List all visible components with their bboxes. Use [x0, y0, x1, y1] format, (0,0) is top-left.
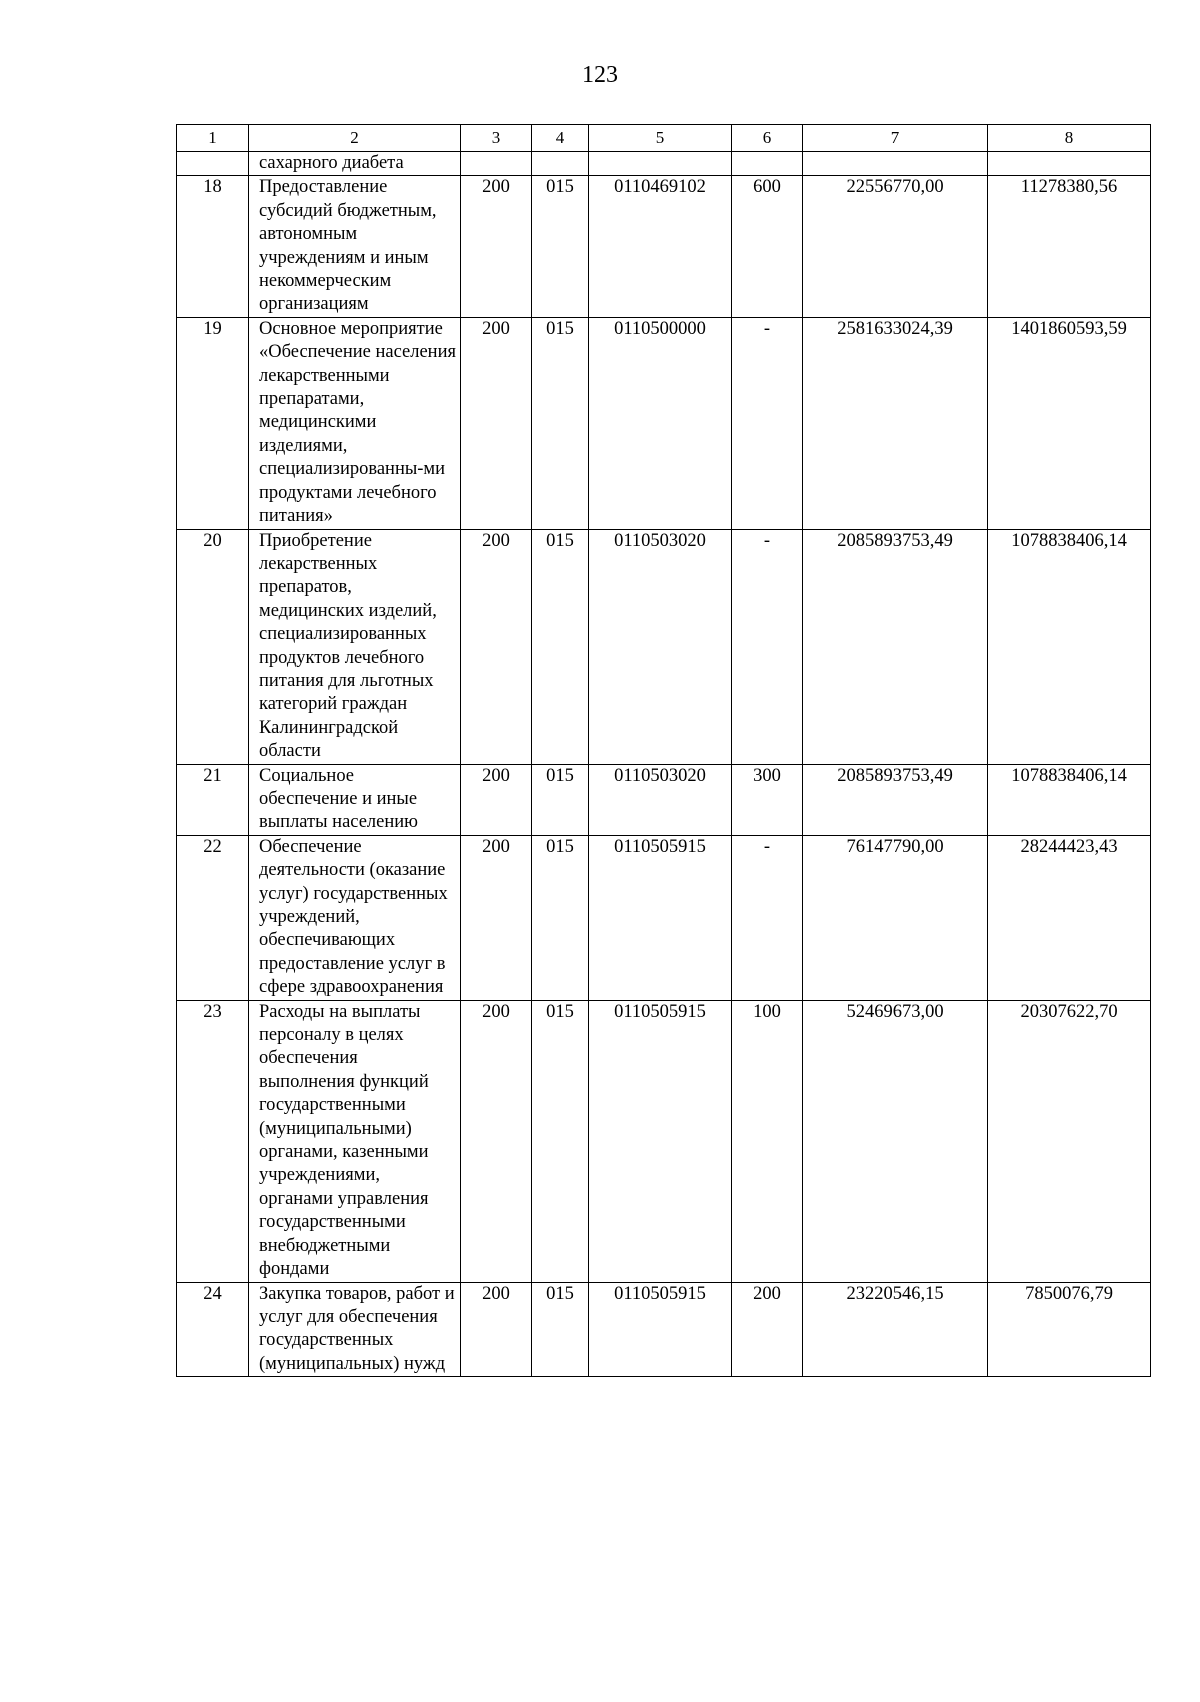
row-number [177, 152, 249, 176]
code-col-3: 200 [461, 176, 532, 317]
item-name: Обеспечение деятельности (оказание услуг) государственных учреждений, обеспечивающих предоставление услуг в сфере здравоохранения [249, 835, 461, 1000]
code-col-3 [461, 152, 532, 176]
amount-col-8: 1078838406,14 [988, 529, 1151, 764]
code-col-4: 015 [532, 176, 589, 317]
code-col-6: 300 [732, 764, 803, 835]
row-number: 20 [177, 529, 249, 764]
code-col-6 [732, 152, 803, 176]
amount-col-8: 11278380,56 [988, 176, 1151, 317]
code-col-5: 0110503020 [589, 764, 732, 835]
code-col-4 [532, 152, 589, 176]
code-col-6: 600 [732, 176, 803, 317]
code-col-4: 015 [532, 317, 589, 529]
code-col-3: 200 [461, 529, 532, 764]
code-col-6: - [732, 317, 803, 529]
row-number: 18 [177, 176, 249, 317]
row-number: 23 [177, 1000, 249, 1282]
item-name: Закупка товаров, работ и услуг для обеспечения государственных (муниципальных) нужд [249, 1282, 461, 1377]
table-row [177, 152, 1151, 176]
column-header: 6 [732, 125, 803, 152]
column-header: 4 [532, 125, 589, 152]
budget-table [176, 124, 1151, 1377]
table-header-row [177, 125, 1151, 152]
code-col-3: 200 [461, 317, 532, 529]
item-name: сахарного диабета [249, 152, 461, 176]
code-col-3: 200 [461, 764, 532, 835]
column-header: 2 [249, 125, 461, 152]
amount-col-8: 1401860593,59 [988, 317, 1151, 529]
code-col-5: 0110505915 [589, 1282, 732, 1377]
column-header: 7 [803, 125, 988, 152]
amount-col-8: 20307622,70 [988, 1000, 1151, 1282]
code-col-3: 200 [461, 835, 532, 1000]
table-row [177, 1282, 1151, 1377]
page-number: 123 [582, 62, 618, 88]
row-number: 19 [177, 317, 249, 529]
row-number: 24 [177, 1282, 249, 1377]
code-col-4: 015 [532, 764, 589, 835]
code-col-5: 0110469102 [589, 176, 732, 317]
amount-col-8: 28244423,43 [988, 835, 1151, 1000]
code-col-6: - [732, 835, 803, 1000]
amount-col-8: 7850076,79 [988, 1282, 1151, 1377]
code-col-4: 015 [532, 529, 589, 764]
code-col-4: 015 [532, 1282, 589, 1377]
code-col-6: 100 [732, 1000, 803, 1282]
amount-col-8 [988, 152, 1151, 176]
code-col-4: 015 [532, 835, 589, 1000]
amount-col-7: 52469673,00 [803, 1000, 988, 1282]
item-name: Расходы на выплаты персоналу в целях обеспечения выполнения функций государственными (муниципальными) органами, казенными учреждениями, органами управления государственными внебюджетными фондами [249, 1000, 461, 1282]
column-header: 8 [988, 125, 1151, 152]
amount-col-8: 1078838406,14 [988, 764, 1151, 835]
item-name: Приобретение лекарственных препаратов, медицинских изделий, специализированных продуктов лечебного питания для льготных категорий граждан Калининградской области [249, 529, 461, 764]
amount-col-7: 23220546,15 [803, 1282, 988, 1377]
code-col-5: 0110505915 [589, 1000, 732, 1282]
column-header: 1 [177, 125, 249, 152]
table-row [177, 764, 1151, 835]
row-number: 21 [177, 764, 249, 835]
table-row [177, 529, 1151, 764]
code-col-3: 200 [461, 1282, 532, 1377]
table-row [177, 317, 1151, 529]
code-col-6: 200 [732, 1282, 803, 1377]
amount-col-7: 2581633024,39 [803, 317, 988, 529]
amount-col-7: 2085893753,49 [803, 529, 988, 764]
table-row [177, 176, 1151, 317]
code-col-6: - [732, 529, 803, 764]
amount-col-7: 2085893753,49 [803, 764, 988, 835]
code-col-5: 0110505915 [589, 835, 732, 1000]
column-header: 5 [589, 125, 732, 152]
column-header: 3 [461, 125, 532, 152]
row-number: 22 [177, 835, 249, 1000]
code-col-5: 0110500000 [589, 317, 732, 529]
code-col-5: 0110503020 [589, 529, 732, 764]
item-name: Социальное обеспечение и иные выплаты населению [249, 764, 461, 835]
code-col-4: 015 [532, 1000, 589, 1282]
code-col-3: 200 [461, 1000, 532, 1282]
item-name: Основное мероприятие «Обеспечение населения лекарственными препаратами, медицинскими изделиями, специализированны-ми продуктами лечебного питания» [249, 317, 461, 529]
table-row [177, 1000, 1151, 1282]
code-col-5 [589, 152, 732, 176]
item-name: Предоставление субсидий бюджетным, автономным учреждениям и иным некоммерческим организациям [249, 176, 461, 317]
table-row [177, 835, 1151, 1000]
amount-col-7: 22556770,00 [803, 176, 988, 317]
amount-col-7: 76147790,00 [803, 835, 988, 1000]
amount-col-7 [803, 152, 988, 176]
